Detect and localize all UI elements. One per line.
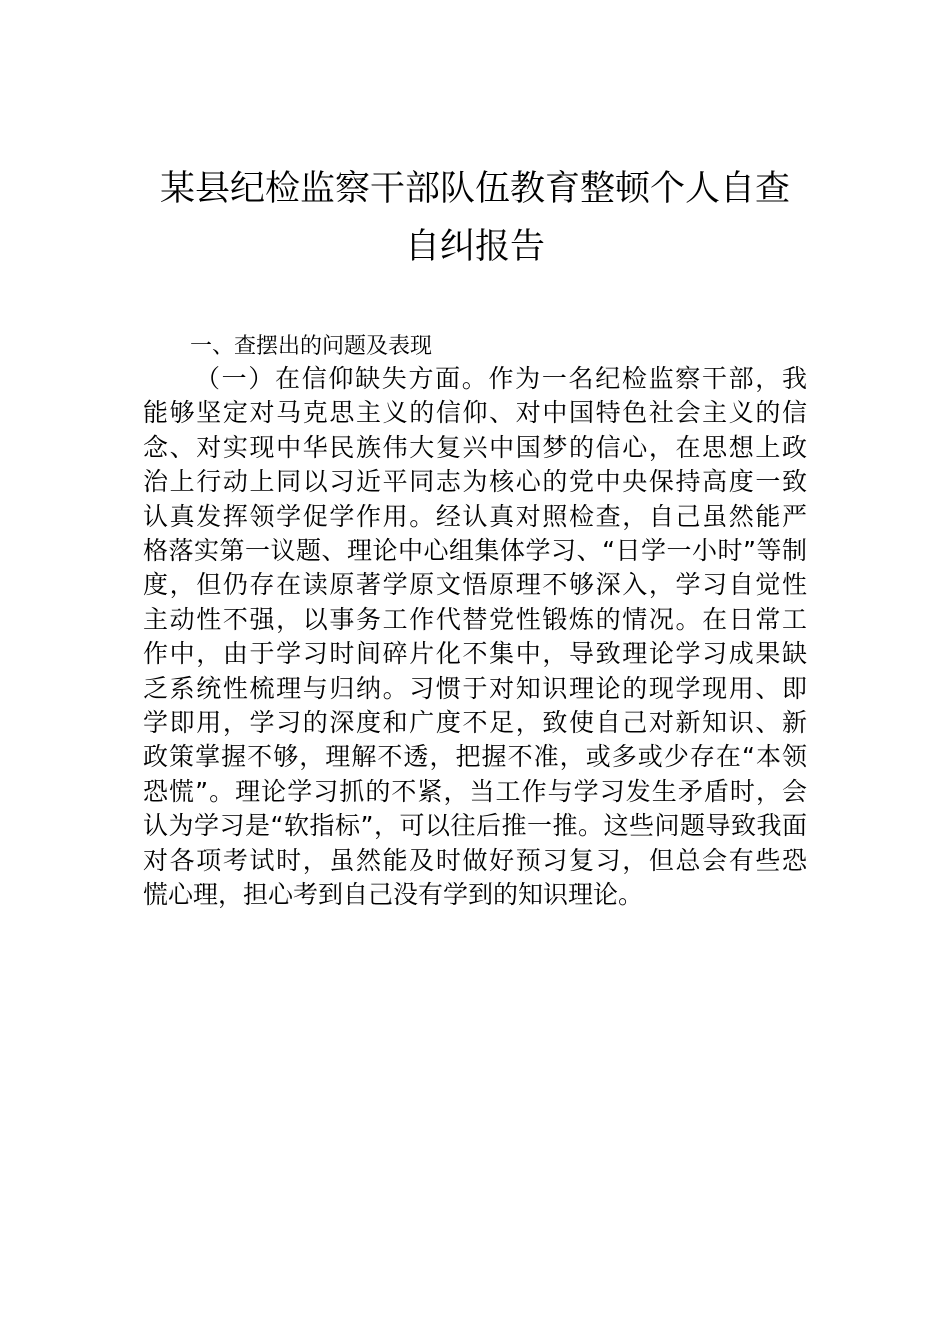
paragraph-line: 念、对实现中华民族伟大复兴中国梦的信心，在思想上政 bbox=[143, 432, 807, 462]
paragraph-line: 学即用，学习的深度和广度不足，致使自己对新知识、新 bbox=[143, 708, 807, 738]
paragraph-line: 认为学习是“软指标”，可以往后推一推。这些问题导致我面 bbox=[143, 811, 807, 841]
paragraph-line: 政策掌握不够，理解不透，把握不准，或多或少存在“本领 bbox=[143, 742, 807, 772]
paragraph-line: 恐慌”。理论学习抓的不紧，当工作与学习发生矛盾时，会 bbox=[143, 776, 807, 806]
title-line-2: 自纠报告 bbox=[404, 227, 545, 267]
body-paragraph bbox=[143, 362, 807, 913]
section-heading: 一、查摆出的问题及表现 bbox=[190, 334, 433, 359]
paragraph-line: 治上行动上同以习近平同志为核心的党中央保持高度一致 bbox=[143, 467, 807, 497]
paragraph-line: 作中，由于学习时间碎片化不集中，导致理论学习成果缺 bbox=[143, 639, 807, 669]
paragraph-line: 对各项考试时，虽然能及时做好预习复习，但总会有些恐 bbox=[143, 845, 807, 875]
paragraph-line: （一）在信仰缺失方面。作为一名纪检监察干部，我 bbox=[195, 364, 807, 393]
paragraph-line: 慌心理，担心考到自己没有学到的知识理论。 bbox=[143, 880, 644, 910]
paragraph-line: 度，但仍存在读原著学原文悟原理不够深入，学习自觉性 bbox=[143, 570, 807, 600]
paragraph-line: 主动性不强，以事务工作代替党性锻炼的情况。在日常工 bbox=[143, 604, 807, 634]
paragraph-line: 乏系统性梳理与归纳。习惯于对知识理论的现学现用、即 bbox=[143, 673, 807, 703]
document-title bbox=[140, 160, 810, 276]
title-line-1: 某县纪检监察干部队伍教育整顿个人自查 bbox=[159, 169, 790, 209]
paragraph-line: 认真发挥领学促学作用。经认真对照检查，自己虽然能严 bbox=[143, 501, 807, 531]
paragraph-line: 能够坚定对马克思主义的信仰、对中国特色社会主义的信 bbox=[143, 398, 807, 428]
paragraph-line: 格落实第一议题、理论中心组集体学习、“日学一小时”等制 bbox=[143, 536, 807, 566]
